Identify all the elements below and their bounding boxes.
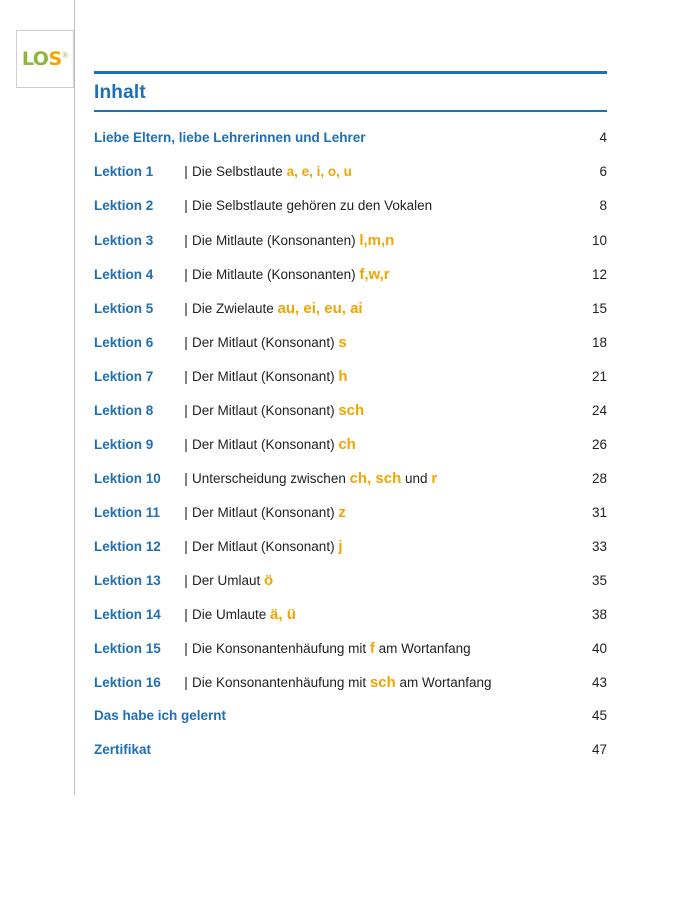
- toc-entry-page: 6: [599, 164, 607, 179]
- toc-entry-lesson-label: Lektion 2: [94, 198, 154, 213]
- toc-entry-separator: |: [184, 607, 188, 622]
- toc-entry-separator: |: [184, 369, 188, 384]
- toc-entry-separator: |: [184, 198, 188, 213]
- toc-entry-separator: |: [184, 505, 188, 520]
- toc-entry-title: [192, 538, 567, 555]
- registered-trademark-icon: ®: [61, 51, 69, 60]
- toc-title-highlight: s: [338, 334, 347, 351]
- toc-entry-title: [192, 504, 567, 521]
- toc-entry-separator: |: [184, 675, 188, 690]
- toc-entry-page: 33: [591, 539, 607, 554]
- toc-title-prefix: Der Mitlaut (Konsonant): [192, 437, 339, 452]
- toc-title-highlight: ö: [264, 572, 274, 589]
- toc-entry-lesson-label: Lektion 13: [94, 573, 161, 588]
- toc-entry-title: Zertifikat: [94, 742, 152, 757]
- toc-title-prefix: Der Umlaut: [192, 573, 265, 588]
- toc-entry-title: [192, 164, 567, 179]
- toc-title-highlight: h: [338, 368, 348, 385]
- toc-entry-page: 15: [591, 301, 607, 316]
- toc-title-highlight: f,w,r: [359, 266, 390, 283]
- toc-title-highlight: sch: [369, 674, 396, 691]
- toc-entry-separator: |: [184, 164, 188, 179]
- toc-title-prefix: Der Mitlaut (Konsonant): [192, 539, 339, 554]
- toc-title-prefix: Die Zwielaute: [192, 301, 278, 316]
- top-rule: [94, 71, 607, 74]
- toc-entry-lektion-10[interactable]: [94, 470, 607, 504]
- toc-title-highlight: ch, sch: [349, 470, 402, 487]
- toc-title-highlight: f: [369, 640, 375, 657]
- page-title: Inhalt: [94, 82, 146, 103]
- toc-entry-lesson-label: Lektion 16: [94, 675, 161, 690]
- toc-entry-lektion-7[interactable]: [94, 368, 607, 402]
- toc-title-highlight: j: [338, 538, 343, 555]
- toc-entry-separator: |: [184, 403, 188, 418]
- toc-entry-page: 28: [591, 471, 607, 486]
- toc-title-prefix: Die Selbstlaute gehören zu den Vokalen: [192, 198, 433, 213]
- toc-entry-lesson-label: Lektion 12: [94, 539, 161, 554]
- table-of-contents: [94, 130, 607, 776]
- toc-entry-lektion-12[interactable]: [94, 538, 607, 572]
- toc-entry-das-habe-ich-gelernt[interactable]: [94, 708, 607, 742]
- toc-title-highlight: ch: [338, 436, 356, 453]
- toc-entry-lesson-label: Lektion 5: [94, 301, 154, 316]
- toc-entry-separator: |: [184, 539, 188, 554]
- toc-entry-page: 31: [591, 505, 607, 520]
- toc-entry-title: [192, 300, 567, 317]
- toc-entry-page: 43: [591, 675, 607, 690]
- toc-entry-lektion-5[interactable]: [94, 300, 607, 334]
- toc-entry-intro[interactable]: [94, 130, 607, 164]
- toc-entry-lektion-3[interactable]: [94, 232, 607, 266]
- toc-entry-separator: |: [184, 233, 188, 248]
- toc-entry-lesson-label: Lektion 6: [94, 335, 154, 350]
- toc-entry-page: 21: [591, 369, 607, 384]
- toc-entry-separator: |: [184, 267, 188, 282]
- toc-entry-lesson-label: Lektion 11: [94, 505, 161, 520]
- toc-title-highlight: sch: [338, 402, 365, 419]
- toc-entry-separator: |: [184, 471, 188, 486]
- toc-entry-lektion-15[interactable]: [94, 640, 607, 674]
- toc-entry-lesson-label: Lektion 4: [94, 267, 154, 282]
- toc-entry-title: [192, 266, 567, 283]
- toc-entry-title: [192, 198, 567, 213]
- toc-entry-lesson-label: Lektion 10: [94, 471, 161, 486]
- toc-title-highlight-2: r: [431, 470, 438, 487]
- heading-rule: [94, 110, 607, 112]
- toc-entry-page: 24: [591, 403, 607, 418]
- toc-title-prefix: Die Selbstlaute: [192, 164, 287, 179]
- toc-title-prefix: Unterscheidung zwischen: [192, 471, 350, 486]
- toc-entry-title: Liebe Eltern, liebe Lehrerinnen und Lehrer: [94, 130, 366, 145]
- toc-entry-lesson-label: Lektion 9: [94, 437, 154, 452]
- toc-title-prefix: Der Mitlaut (Konsonant): [192, 403, 339, 418]
- toc-entry-title: [192, 640, 567, 657]
- toc-title-prefix: Die Konsonantenhäufung mit: [192, 641, 370, 656]
- toc-entry-title: [192, 436, 567, 453]
- toc-entry-title: [192, 572, 567, 589]
- toc-entry-title: [192, 674, 567, 691]
- toc-entry-zertifikat[interactable]: [94, 742, 607, 776]
- toc-entry-title: [192, 470, 567, 487]
- toc-entry-title: [192, 606, 567, 623]
- toc-entry-separator: |: [184, 437, 188, 452]
- toc-entry-lektion-8[interactable]: [94, 402, 607, 436]
- toc-title-highlight: ä, ü: [270, 606, 296, 623]
- toc-entry-title: [192, 232, 567, 249]
- toc-entry-lektion-14[interactable]: [94, 606, 607, 640]
- toc-entry-page: 38: [591, 607, 607, 622]
- toc-entry-separator: |: [184, 335, 188, 350]
- toc-entry-page: 40: [591, 641, 607, 656]
- toc-title-prefix: Der Mitlaut (Konsonant): [192, 369, 339, 384]
- toc-title-prefix: Die Umlaute: [192, 607, 271, 622]
- toc-entry-separator: |: [184, 301, 188, 316]
- toc-entry-lesson-label: Lektion 14: [94, 607, 161, 622]
- toc-entry-lesson-label: Lektion 15: [94, 641, 161, 656]
- toc-entry-page: 8: [599, 198, 607, 213]
- toc-title-prefix: Die Mitlaute (Konsonanten): [192, 233, 360, 248]
- toc-entry-page: 35: [591, 573, 607, 588]
- toc-entry-page: 26: [591, 437, 607, 452]
- toc-entry-lektion-11[interactable]: [94, 504, 607, 538]
- toc-entry-page: 47: [591, 742, 607, 757]
- logo-wordmark: LOS®: [21, 48, 69, 70]
- toc-title-prefix: Der Mitlaut (Konsonant): [192, 335, 339, 350]
- toc-entry-page: 18: [591, 335, 607, 350]
- toc-entry-title: [192, 402, 567, 419]
- toc-title-middle: und: [401, 471, 432, 486]
- toc-entry-page: 12: [591, 267, 607, 282]
- toc-entry-lektion-9[interactable]: [94, 436, 607, 470]
- toc-entry-title: [192, 334, 567, 351]
- toc-title-highlight: a, e, i, o, u: [286, 164, 352, 179]
- toc-title-highlight: z: [338, 504, 346, 521]
- toc-title-suffix: am Wortanfang: [395, 675, 492, 690]
- toc-title-highlight: l,m,n: [359, 232, 395, 249]
- toc-title-suffix: am Wortanfang: [374, 641, 471, 656]
- toc-title-prefix: Die Konsonantenhäufung mit: [192, 675, 370, 690]
- toc-entry-lektion-4[interactable]: [94, 266, 607, 300]
- toc-entry-lesson-label: Lektion 7: [94, 369, 154, 384]
- toc-entry-separator: |: [184, 641, 188, 656]
- toc-title-prefix: Die Mitlaute (Konsonanten): [192, 267, 360, 282]
- toc-entry-lektion-13[interactable]: [94, 572, 607, 606]
- los-logo: [16, 30, 74, 88]
- toc-title-prefix: Der Mitlaut (Konsonant): [192, 505, 339, 520]
- toc-title-highlight: au, ei, eu, ai: [277, 300, 363, 317]
- toc-entry-page: 10: [591, 233, 607, 248]
- toc-entry-lektion-1[interactable]: [94, 164, 607, 198]
- logo-column-divider: [16, 0, 75, 795]
- toc-entry-page: 45: [591, 708, 607, 723]
- toc-entry-lektion-2[interactable]: [94, 198, 607, 232]
- toc-entry-separator: |: [184, 573, 188, 588]
- toc-entry-title: [192, 368, 567, 385]
- toc-entry-lektion-16[interactable]: [94, 674, 607, 708]
- toc-entry-title: Das habe ich gelernt: [94, 708, 227, 723]
- toc-entry-page: 4: [599, 130, 607, 145]
- toc-entry-lesson-label: Lektion 1: [94, 164, 154, 179]
- toc-entry-lesson-label: Lektion 8: [94, 403, 154, 418]
- toc-entry-lesson-label: Lektion 3: [94, 233, 154, 248]
- toc-entry-lektion-6[interactable]: [94, 334, 607, 368]
